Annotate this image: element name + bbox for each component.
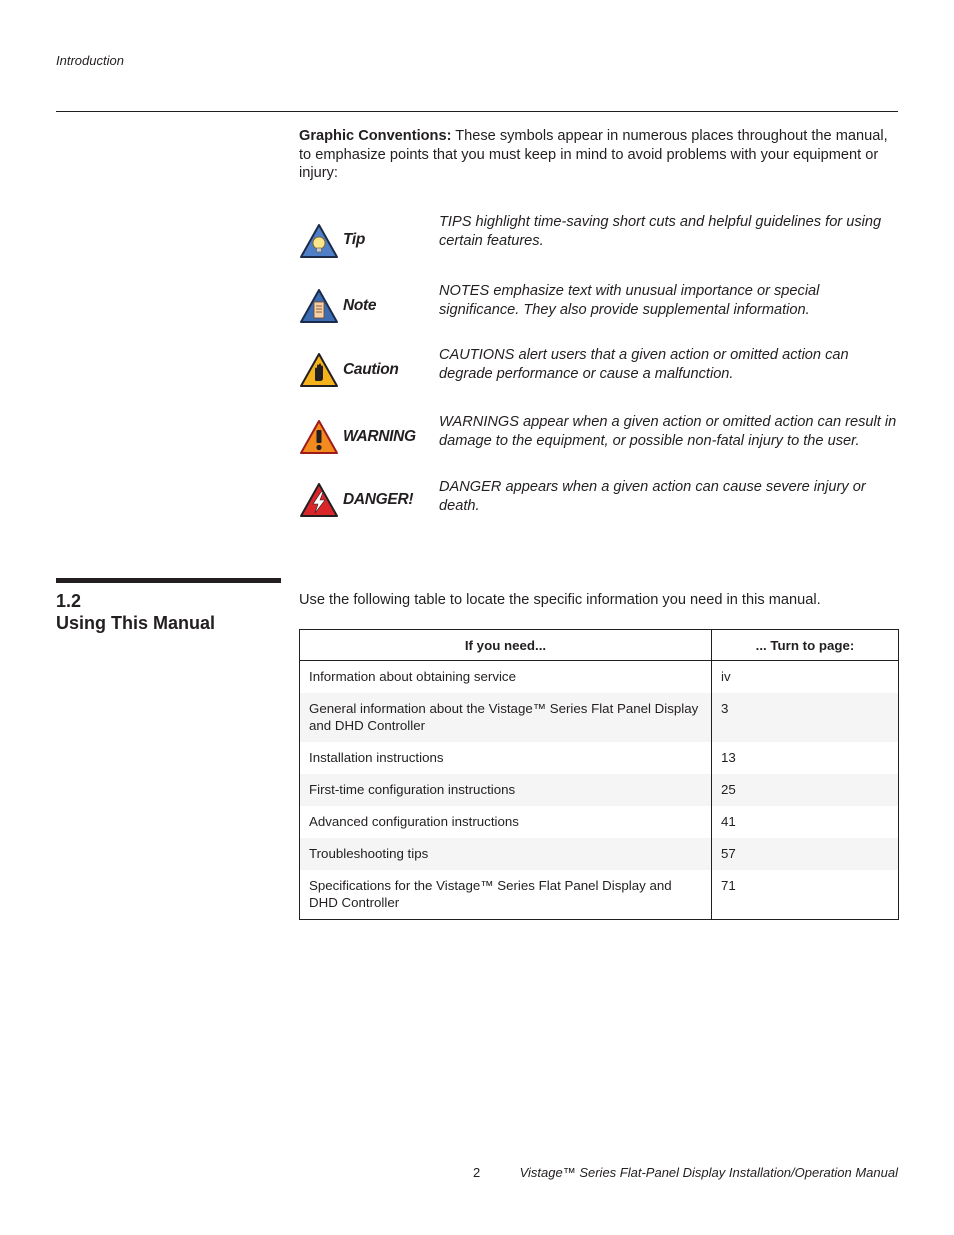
page-cell: 71 <box>721 878 736 893</box>
convention-description: TIPS highlight time-saving short cuts and helpful guidelines for using certain features. <box>439 214 882 249</box>
topic-cell: General information about the Vistage™ Series Flat Panel Display and DHD Controller <box>300 693 712 742</box>
footer-doc-title: Vistage™ Series Flat-Panel Display Installation/Operation Manual <box>519 1165 898 1180</box>
warning-icon <box>299 419 339 457</box>
convention-label: Note <box>343 297 377 314</box>
note-icon <box>299 288 339 326</box>
topic-cell: Advanced configuration instructions <box>300 806 712 838</box>
section-title: Using This Manual <box>56 613 216 633</box>
topic-cell: Information about obtaining service <box>300 661 712 694</box>
page-cell: 41 <box>721 814 736 829</box>
locate-info-table <box>299 629 899 920</box>
table-row <box>300 774 899 806</box>
table-row <box>300 661 899 694</box>
header-turn-to-page: ... Turn to page: <box>712 630 899 661</box>
intro-lead: Graphic Conventions: <box>299 128 452 144</box>
convention-label: DANGER! <box>343 491 414 508</box>
danger-icon <box>299 482 339 520</box>
topic-cell: Specifications for the Vistage™ Series Flat Panel Display and DHD Controller <box>300 870 712 920</box>
caution-icon <box>299 352 339 390</box>
intro-text: These symbols appear in numerous places throughout the manual, to emphasize points that you must keep in mind to avoid problems with your equipment or injury: <box>299 128 888 182</box>
page-cell: 57 <box>712 838 899 870</box>
page-cell: 3 <box>712 693 899 742</box>
topic-cell: Troubleshooting tips <box>300 838 712 870</box>
header-rule <box>56 111 898 112</box>
running-head: Introduction <box>56 53 124 68</box>
table-row <box>300 693 899 742</box>
convention-label: WARNING <box>343 428 416 445</box>
convention-label: Caution <box>343 361 399 378</box>
header-if-you-need: If you need... <box>300 630 712 661</box>
section-rule <box>56 578 281 583</box>
section-intro: Use the following table to locate the specific information you need in this manual. <box>299 592 821 608</box>
convention-description: DANGER appears when a given action can cause severe injury or death. <box>439 479 866 514</box>
table-row <box>300 838 899 870</box>
topic-cell: First-time configuration instructions <box>300 774 712 806</box>
graphic-conventions-intro <box>299 127 889 183</box>
convention-label: Tip <box>343 231 366 248</box>
topic-cell: Installation instructions <box>300 742 712 774</box>
page-cell: iv <box>721 669 731 684</box>
convention-description: WARNINGS appear when a given action or omitted action can result in damage to the equipment, or possible non-fatal injury to the user. <box>439 414 897 449</box>
section-number: 1.2 <box>56 591 82 611</box>
table-row <box>300 742 899 774</box>
table-row <box>300 870 899 920</box>
page-cell: 25 <box>712 774 899 806</box>
page-cell: 13 <box>721 750 736 765</box>
table-header-row <box>300 630 899 661</box>
convention-description: CAUTIONS alert users that a given action or omitted action can degrade performance or cause a malfunction. <box>439 347 849 382</box>
tip-icon <box>299 223 339 261</box>
table-row <box>300 806 899 838</box>
page-number: 2 <box>473 1165 481 1180</box>
convention-description: NOTES emphasize text with unusual importance or special significance. They also provide supplemental information. <box>439 283 820 318</box>
